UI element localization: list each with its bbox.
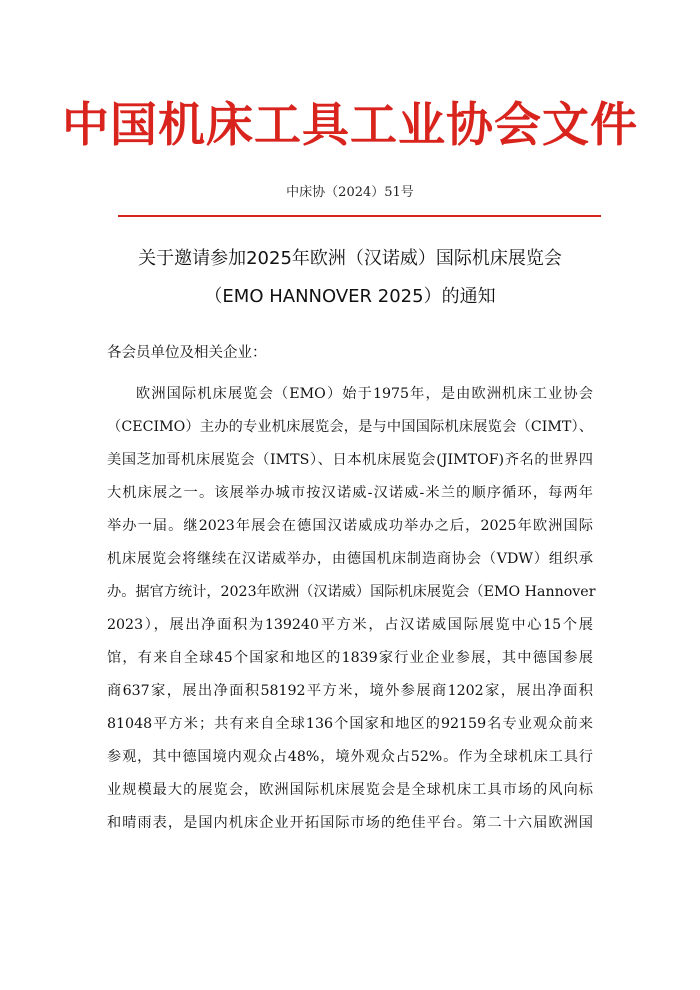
body-line: （CECIMO）主办的专业机床展览会，是与中国国际机床展览会（CIMT）、	[107, 419, 593, 435]
body-line: 商637家，展出净面积58192平方米，境外参展商1202家，展出净面积	[107, 683, 593, 699]
masthead-title: 中国机床工具工业协会文件	[62, 98, 638, 153]
salutation: 各会员单位及相关企业：	[107, 345, 267, 361]
body-line: 办。据官方统计，2023年欧洲（汉诺威）国际机床展览会（EMO Hannover	[107, 584, 596, 600]
body-line: 大机床展之一。该展举办城市按汉诺威-汉诺威-米兰的顺序循环，每两年	[107, 485, 593, 501]
body-line: 举办一届。继2023年展会在德国汉诺威成功举办之后，2025年欧洲国际	[107, 518, 593, 534]
body-line: 2023），展出净面积为139240平方米，占汉诺威国际展览中心15个展	[107, 617, 593, 633]
body-line: 馆，有来自全球45个国家和地区的1839家行业企业参展，其中德国参展	[107, 650, 593, 666]
body-line: 和晴雨表，是国内机床企业开拓国际市场的绝佳平台。第二十六届欧洲国	[107, 815, 593, 831]
body-line: 机床展览会将继续在汉诺威举办，由德国机床制造商协会（VDW）组织承	[107, 551, 593, 567]
notice-title-line-1: 关于邀请参加2025年欧洲（汉诺威）国际机床展览会	[138, 248, 562, 269]
notice-title-line-2: （EMO HANNOVER 2025）的通知	[204, 286, 496, 307]
body-line: 业规模最大的展览会，欧洲国际机床展览会是全球机床工具市场的风向标	[107, 782, 593, 798]
body-line: 欧洲国际机床展览会（EMO）始于1975年，是由欧洲机床工业协会	[136, 386, 593, 402]
document-number: 中床协（2024）51号	[286, 185, 414, 200]
body-line: 81048平方米；共有来自全球136个国家和地区的92159名专业观众前来	[107, 716, 593, 732]
body-line: 参观，其中德国境内观众占48%，境外观众占52%。作为全球机床工具行	[107, 749, 593, 765]
red-divider-line	[118, 215, 601, 217]
body-line: 美国芝加哥机床展览会（IMTS）、日本机床展览会(JIMTOF)齐名的世界四	[107, 452, 593, 468]
body-paragraph	[107, 378, 596, 840]
